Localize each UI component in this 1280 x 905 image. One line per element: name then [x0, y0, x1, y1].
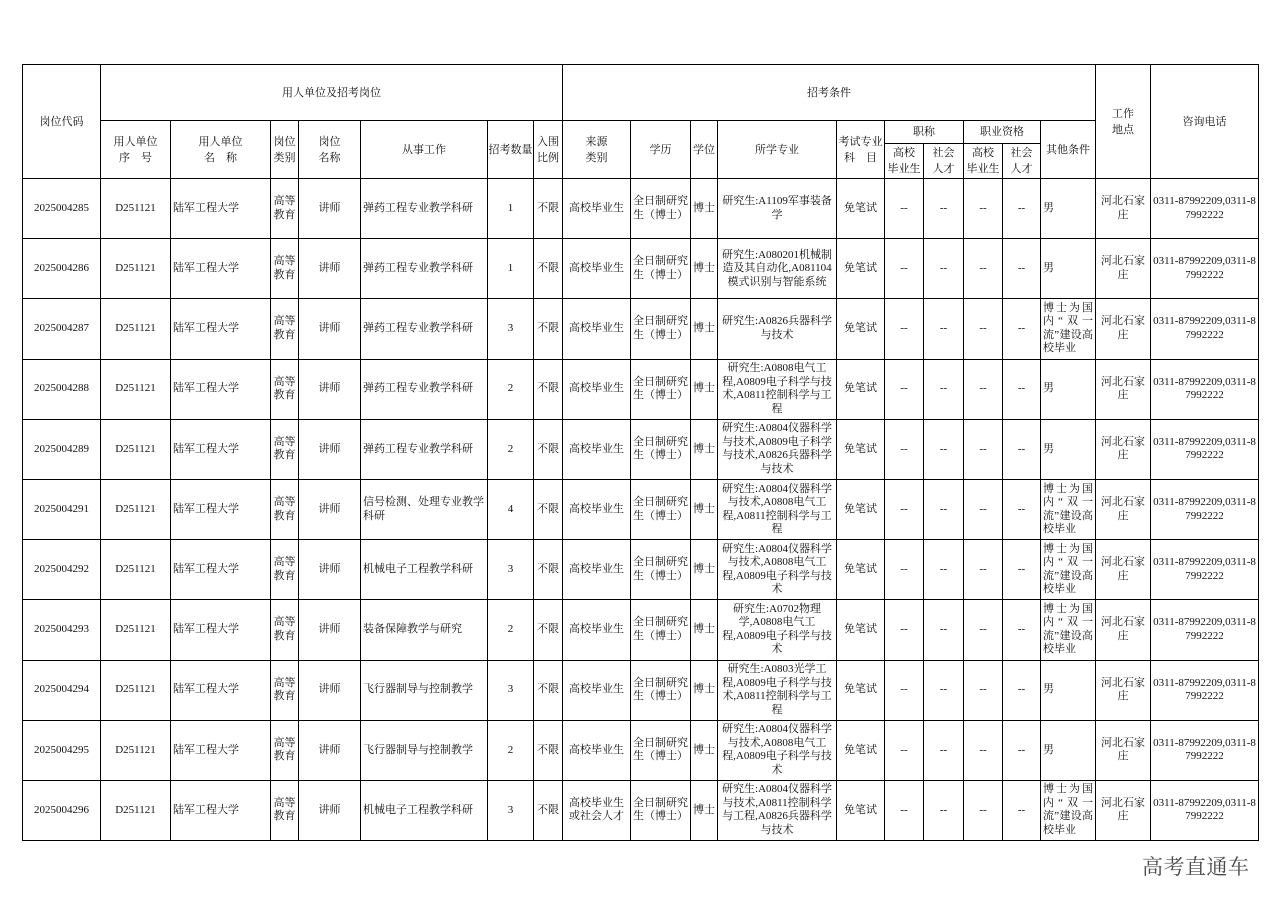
cell-title-grad: -- — [885, 359, 924, 419]
cell-source: 高校毕业生 — [563, 359, 631, 419]
cell-education: 全日制研究生（博士） — [631, 419, 691, 479]
cell-unit-no: D251121 — [101, 540, 171, 600]
cell-other-conditions: 博士为国内“双一流”建设高校毕业 — [1041, 780, 1096, 840]
cell-exam: 免笔试 — [837, 299, 885, 359]
cell-qual-grad: -- — [964, 780, 1003, 840]
header-work: 从事工作 — [361, 121, 488, 179]
cell-qual-grad: -- — [964, 419, 1003, 479]
cell-quota: 4 — [488, 479, 534, 539]
cell-major: 研究生:A0804仪器科学与技术,A0808电气工程,A0809电子科学与技术 — [718, 540, 837, 600]
cell-degree: 博士 — [691, 720, 718, 780]
cell-exam: 免笔试 — [837, 479, 885, 539]
cell-major: 研究生:A0804仪器科学与技术,A0811控制科学与工程,A0826兵器科学与技术 — [718, 780, 837, 840]
cell-major: 研究生:A0702物理学,A0808电气工程,A0809电子科学与技术 — [718, 600, 837, 660]
header-conditions-group: 招考条件 — [563, 65, 1096, 121]
header-phone: 咨询电话 — [1151, 65, 1259, 179]
cell-work: 信号检测、处理专业教学科研 — [361, 479, 488, 539]
cell-degree: 博士 — [691, 540, 718, 600]
cell-qual-social: -- — [1003, 540, 1041, 600]
cell-unit-name: 陆军工程大学 — [171, 780, 271, 840]
cell-qual-social: -- — [1003, 299, 1041, 359]
cell-other-conditions: 男 — [1041, 359, 1096, 419]
cell-post-code: 2025004287 — [23, 299, 101, 359]
cell-source: 高校毕业生或社会人才 — [563, 780, 631, 840]
cell-unit-name: 陆军工程大学 — [171, 720, 271, 780]
header-exam: 考试专业 科 目 — [837, 121, 885, 179]
cell-post-name: 讲师 — [299, 299, 361, 359]
table-row — [23, 780, 1259, 840]
cell-phone: 0311-87992209,0311-87992222 — [1151, 299, 1259, 359]
table-row — [23, 299, 1259, 359]
cell-work-location: 河北石家庄 — [1096, 600, 1151, 660]
cell-unit-no: D251121 — [101, 479, 171, 539]
cell-unit-name: 陆军工程大学 — [171, 299, 271, 359]
cell-work: 飞行器制导与控制教学 — [361, 720, 488, 780]
cell-work: 弹药工程专业教学科研 — [361, 239, 488, 299]
cell-quota: 3 — [488, 299, 534, 359]
cell-source: 高校毕业生 — [563, 720, 631, 780]
table-row — [23, 419, 1259, 479]
cell-education: 全日制研究生（博士） — [631, 780, 691, 840]
cell-post-name: 讲师 — [299, 780, 361, 840]
cell-exam: 免笔试 — [837, 419, 885, 479]
cell-post-name: 讲师 — [299, 179, 361, 239]
cell-unit-no: D251121 — [101, 299, 171, 359]
cell-phone: 0311-87992209,0311-87992222 — [1151, 239, 1259, 299]
cell-phone: 0311-87992209,0311-87992222 — [1151, 720, 1259, 780]
cell-post-code: 2025004294 — [23, 660, 101, 720]
header-post-category: 岗位 类别 — [271, 121, 299, 179]
cell-title-social: -- — [924, 359, 964, 419]
cell-phone: 0311-87992209,0311-87992222 — [1151, 660, 1259, 720]
cell-post-name: 讲师 — [299, 540, 361, 600]
cell-unit-no: D251121 — [101, 419, 171, 479]
cell-post-name: 讲师 — [299, 600, 361, 660]
cell-source: 高校毕业生 — [563, 419, 631, 479]
cell-phone: 0311-87992209,0311-87992222 — [1151, 179, 1259, 239]
cell-ratio: 不限 — [534, 660, 563, 720]
cell-work-location: 河北石家庄 — [1096, 720, 1151, 780]
cell-qual-social: -- — [1003, 359, 1041, 419]
cell-other-conditions: 博士为国内“双一流”建设高校毕业 — [1041, 479, 1096, 539]
cell-exam: 免笔试 — [837, 600, 885, 660]
cell-unit-no: D251121 — [101, 359, 171, 419]
header-unit-no: 用人单位 序 号 — [101, 121, 171, 179]
cell-post-category: 高等教育 — [271, 540, 299, 600]
header-ratio: 入围 比例 — [534, 121, 563, 179]
cell-unit-name: 陆军工程大学 — [171, 600, 271, 660]
cell-post-category: 高等教育 — [271, 239, 299, 299]
cell-ratio: 不限 — [534, 720, 563, 780]
cell-ratio: 不限 — [534, 299, 563, 359]
table-header — [23, 65, 1259, 179]
cell-unit-name: 陆军工程大学 — [171, 359, 271, 419]
cell-education: 全日制研究生（博士） — [631, 540, 691, 600]
cell-quota: 2 — [488, 359, 534, 419]
cell-work-location: 河北石家庄 — [1096, 780, 1151, 840]
cell-title-grad: -- — [885, 540, 924, 600]
cell-ratio: 不限 — [534, 780, 563, 840]
cell-work-location: 河北石家庄 — [1096, 479, 1151, 539]
cell-post-name: 讲师 — [299, 720, 361, 780]
table-row — [23, 540, 1259, 600]
cell-post-code: 2025004289 — [23, 419, 101, 479]
cell-education: 全日制研究生（博士） — [631, 600, 691, 660]
cell-post-name: 讲师 — [299, 660, 361, 720]
cell-work-location: 河北石家庄 — [1096, 660, 1151, 720]
cell-qual-grad: -- — [964, 540, 1003, 600]
cell-post-category: 高等教育 — [271, 419, 299, 479]
cell-major: 研究生:A0804仪器科学与技术,A0808电气工程,A0809电子科学与技术 — [718, 720, 837, 780]
cell-post-category: 高等教育 — [271, 479, 299, 539]
cell-degree: 博士 — [691, 359, 718, 419]
cell-work: 装备保障教学与研究 — [361, 600, 488, 660]
cell-phone: 0311-87992209,0311-87992222 — [1151, 780, 1259, 840]
cell-title-social: -- — [924, 419, 964, 479]
cell-degree: 博士 — [691, 600, 718, 660]
cell-title-grad: -- — [885, 479, 924, 539]
cell-ratio: 不限 — [534, 479, 563, 539]
cell-quota: 3 — [488, 780, 534, 840]
cell-qual-grad: -- — [964, 299, 1003, 359]
cell-post-category: 高等教育 — [271, 660, 299, 720]
cell-quota: 3 — [488, 540, 534, 600]
cell-qual-social: -- — [1003, 660, 1041, 720]
header-title-social: 社会 人才 — [924, 144, 964, 179]
cell-ratio: 不限 — [534, 600, 563, 660]
cell-phone: 0311-87992209,0311-87992222 — [1151, 479, 1259, 539]
header-education: 学历 — [631, 121, 691, 179]
cell-work: 弹药工程专业教学科研 — [361, 299, 488, 359]
cell-education: 全日制研究生（博士） — [631, 179, 691, 239]
cell-title-social: -- — [924, 239, 964, 299]
cell-major: 研究生:A0804仪器科学与技术,A0808电气工程,A0811控制科学与工程 — [718, 479, 837, 539]
cell-source: 高校毕业生 — [563, 540, 631, 600]
cell-title-social: -- — [924, 600, 964, 660]
cell-other-conditions: 男 — [1041, 720, 1096, 780]
cell-education: 全日制研究生（博士） — [631, 479, 691, 539]
cell-work: 弹药工程专业教学科研 — [361, 419, 488, 479]
cell-other-conditions: 男 — [1041, 660, 1096, 720]
cell-major: 研究生:A0808电气工程,A0809电子科学与技术,A0811控制科学与工程 — [718, 359, 837, 419]
cell-post-code: 2025004291 — [23, 479, 101, 539]
cell-degree: 博士 — [691, 419, 718, 479]
cell-quota: 2 — [488, 720, 534, 780]
cell-quota: 1 — [488, 179, 534, 239]
cell-quota: 2 — [488, 600, 534, 660]
cell-qual-social: -- — [1003, 239, 1041, 299]
header-post-name: 岗位 名称 — [299, 121, 361, 179]
cell-qual-grad: -- — [964, 479, 1003, 539]
header-work-location: 工作 地点 — [1096, 65, 1151, 179]
cell-work-location: 河北石家庄 — [1096, 419, 1151, 479]
cell-ratio: 不限 — [534, 359, 563, 419]
header-qual-social: 社会 人才 — [1003, 144, 1041, 179]
header-other: 其他条件 — [1041, 121, 1096, 179]
cell-qual-social: -- — [1003, 479, 1041, 539]
table-row — [23, 239, 1259, 299]
header-title: 职称 — [885, 121, 964, 144]
table-body — [23, 179, 1259, 841]
cell-exam: 免笔试 — [837, 179, 885, 239]
cell-title-grad: -- — [885, 239, 924, 299]
cell-degree: 博士 — [691, 239, 718, 299]
cell-source: 高校毕业生 — [563, 299, 631, 359]
cell-unit-no: D251121 — [101, 780, 171, 840]
cell-education: 全日制研究生（博士） — [631, 660, 691, 720]
cell-unit-name: 陆军工程大学 — [171, 179, 271, 239]
cell-ratio: 不限 — [534, 179, 563, 239]
cell-exam: 免笔试 — [837, 660, 885, 720]
table-row — [23, 660, 1259, 720]
cell-qual-grad: -- — [964, 720, 1003, 780]
cell-education: 全日制研究生（博士） — [631, 299, 691, 359]
cell-post-name: 讲师 — [299, 359, 361, 419]
cell-post-category: 高等教育 — [271, 780, 299, 840]
cell-quota: 2 — [488, 419, 534, 479]
cell-unit-no: D251121 — [101, 239, 171, 299]
cell-title-grad: -- — [885, 179, 924, 239]
cell-exam: 免笔试 — [837, 540, 885, 600]
cell-work: 弹药工程专业教学科研 — [361, 359, 488, 419]
cell-post-code: 2025004295 — [23, 720, 101, 780]
table-row — [23, 179, 1259, 239]
recruitment-positions-table — [22, 64, 1259, 841]
cell-title-social: -- — [924, 660, 964, 720]
cell-title-social: -- — [924, 540, 964, 600]
header-title-grad: 高校 毕业生 — [885, 144, 924, 179]
cell-post-category: 高等教育 — [271, 299, 299, 359]
cell-other-conditions: 博士为国内“双一流”建设高校毕业 — [1041, 600, 1096, 660]
header-qualification: 职业资格 — [964, 121, 1041, 144]
cell-post-name: 讲师 — [299, 239, 361, 299]
cell-title-social: -- — [924, 299, 964, 359]
cell-work-location: 河北石家庄 — [1096, 540, 1151, 600]
cell-post-code: 2025004288 — [23, 359, 101, 419]
cell-post-category: 高等教育 — [271, 179, 299, 239]
cell-qual-grad: -- — [964, 660, 1003, 720]
cell-title-social: -- — [924, 479, 964, 539]
cell-quota: 1 — [488, 239, 534, 299]
cell-title-grad: -- — [885, 419, 924, 479]
cell-unit-no: D251121 — [101, 179, 171, 239]
cell-title-social: -- — [924, 780, 964, 840]
cell-source: 高校毕业生 — [563, 179, 631, 239]
cell-exam: 免笔试 — [837, 720, 885, 780]
cell-work-location: 河北石家庄 — [1096, 179, 1151, 239]
cell-post-name: 讲师 — [299, 479, 361, 539]
cell-degree: 博士 — [691, 479, 718, 539]
cell-phone: 0311-87992209,0311-87992222 — [1151, 540, 1259, 600]
table-row — [23, 479, 1259, 539]
header-degree: 学位 — [691, 121, 718, 179]
cell-work-location: 河北石家庄 — [1096, 239, 1151, 299]
cell-post-name: 讲师 — [299, 419, 361, 479]
cell-phone: 0311-87992209,0311-87992222 — [1151, 600, 1259, 660]
cell-ratio: 不限 — [534, 239, 563, 299]
cell-exam: 免笔试 — [837, 239, 885, 299]
cell-other-conditions: 男 — [1041, 239, 1096, 299]
cell-major: 研究生:A0826兵器科学与技术 — [718, 299, 837, 359]
cell-post-category: 高等教育 — [271, 600, 299, 660]
cell-title-social: -- — [924, 179, 964, 239]
cell-work-location: 河北石家庄 — [1096, 359, 1151, 419]
table-row — [23, 720, 1259, 780]
header-unit-name: 用人单位 名 称 — [171, 121, 271, 179]
cell-major: 研究生:A0804仪器科学与技术,A0809电子科学与技术,A0826兵器科学与技术 — [718, 419, 837, 479]
cell-unit-no: D251121 — [101, 600, 171, 660]
cell-education: 全日制研究生（博士） — [631, 720, 691, 780]
header-qual-grad: 高校 毕业生 — [964, 144, 1003, 179]
cell-qual-social: -- — [1003, 179, 1041, 239]
cell-quota: 3 — [488, 660, 534, 720]
cell-title-grad: -- — [885, 720, 924, 780]
cell-unit-name: 陆军工程大学 — [171, 419, 271, 479]
cell-post-code: 2025004292 — [23, 540, 101, 600]
cell-qual-grad: -- — [964, 600, 1003, 660]
cell-major: 研究生:A1109军事装备学 — [718, 179, 837, 239]
cell-unit-name: 陆军工程大学 — [171, 660, 271, 720]
cell-title-grad: -- — [885, 600, 924, 660]
cell-source: 高校毕业生 — [563, 600, 631, 660]
cell-source: 高校毕业生 — [563, 479, 631, 539]
cell-degree: 博士 — [691, 780, 718, 840]
cell-degree: 博士 — [691, 299, 718, 359]
cell-unit-name: 陆军工程大学 — [171, 540, 271, 600]
cell-unit-no: D251121 — [101, 720, 171, 780]
cell-other-conditions: 博士为国内“双一流”建设高校毕业 — [1041, 540, 1096, 600]
cell-work: 弹药工程专业教学科研 — [361, 179, 488, 239]
cell-work-location: 河北石家庄 — [1096, 299, 1151, 359]
cell-post-category: 高等教育 — [271, 359, 299, 419]
cell-exam: 免笔试 — [837, 359, 885, 419]
cell-post-code: 2025004286 — [23, 239, 101, 299]
cell-major: 研究生:A0803光学工程,A0809电子科学与技术,A0811控制科学与工程 — [718, 660, 837, 720]
cell-source: 高校毕业生 — [563, 660, 631, 720]
cell-title-social: -- — [924, 720, 964, 780]
header-source: 来源 类别 — [563, 121, 631, 179]
cell-exam: 免笔试 — [837, 780, 885, 840]
watermark-logo-text: 高考直通车 — [1142, 856, 1250, 879]
header-major: 所学专业 — [718, 121, 837, 179]
cell-qual-grad: -- — [964, 359, 1003, 419]
cell-unit-no: D251121 — [101, 660, 171, 720]
table-row — [23, 359, 1259, 419]
cell-phone: 0311-87992209,0311-87992222 — [1151, 359, 1259, 419]
cell-degree: 博士 — [691, 660, 718, 720]
cell-qual-grad: -- — [964, 179, 1003, 239]
cell-unit-name: 陆军工程大学 — [171, 479, 271, 539]
cell-phone: 0311-87992209,0311-87992222 — [1151, 419, 1259, 479]
cell-work: 机械电子工程教学科研 — [361, 780, 488, 840]
cell-post-code: 2025004285 — [23, 179, 101, 239]
cell-source: 高校毕业生 — [563, 239, 631, 299]
header-quota: 招考数量 — [488, 121, 534, 179]
cell-qual-grad: -- — [964, 239, 1003, 299]
cell-title-grad: -- — [885, 660, 924, 720]
cell-qual-social: -- — [1003, 780, 1041, 840]
table-row — [23, 600, 1259, 660]
cell-unit-name: 陆军工程大学 — [171, 239, 271, 299]
header-post-code: 岗位代码 — [23, 65, 101, 179]
cell-qual-social: -- — [1003, 600, 1041, 660]
cell-qual-social: -- — [1003, 720, 1041, 780]
cell-ratio: 不限 — [534, 419, 563, 479]
cell-ratio: 不限 — [534, 540, 563, 600]
cell-other-conditions: 男 — [1041, 179, 1096, 239]
cell-post-code: 2025004296 — [23, 780, 101, 840]
header-employer-and-post-group: 用人单位及招考岗位 — [101, 65, 563, 121]
cell-qual-social: -- — [1003, 419, 1041, 479]
cell-education: 全日制研究生（博士） — [631, 359, 691, 419]
cell-work: 机械电子工程教学科研 — [361, 540, 488, 600]
cell-degree: 博士 — [691, 179, 718, 239]
cell-education: 全日制研究生（博士） — [631, 239, 691, 299]
cell-post-category: 高等教育 — [271, 720, 299, 780]
cell-major: 研究生:A080201机械制造及其自动化,A081104模式识别与智能系统 — [718, 239, 837, 299]
cell-title-grad: -- — [885, 299, 924, 359]
cell-other-conditions: 男 — [1041, 419, 1096, 479]
cell-work: 飞行器制导与控制教学 — [361, 660, 488, 720]
cell-post-code: 2025004293 — [23, 600, 101, 660]
cell-other-conditions: 博士为国内“双一流”建设高校毕业 — [1041, 299, 1096, 359]
cell-title-grad: -- — [885, 780, 924, 840]
